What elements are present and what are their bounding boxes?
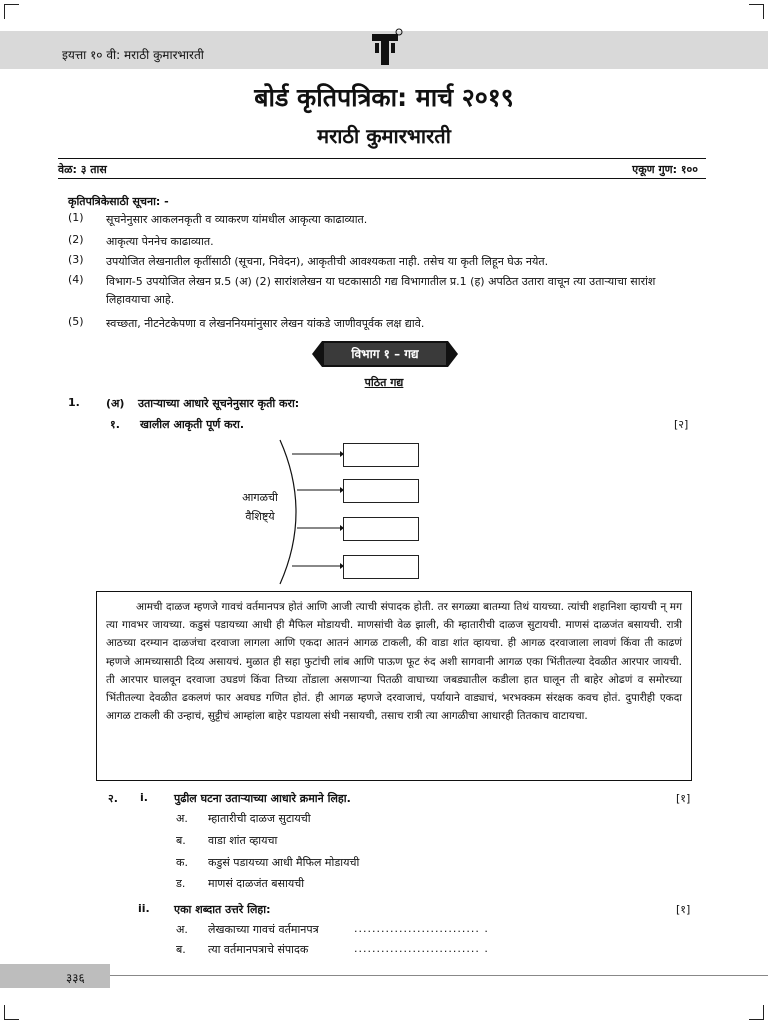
instruction-text: आकृत्या पेननेच काढाव्यात. — [106, 235, 214, 248]
instruction-number: (2) — [68, 233, 84, 246]
option-letter: ड. — [176, 877, 186, 890]
marks-badge: [१] — [676, 792, 691, 805]
option-text: वाडा शांत व्हायचा — [208, 834, 278, 847]
time-label: वेळ: ३ तास — [58, 163, 107, 176]
diagram-center-label — [222, 488, 298, 526]
subquestion-text: पुढील घटना उताऱ्याच्या आधारे क्रमाने लिहा. — [174, 792, 351, 805]
answer-blank[interactable]: ............................ . — [354, 942, 489, 955]
subquestion-label: ii. — [138, 902, 150, 915]
divider — [58, 158, 706, 159]
option-letter: क. — [176, 856, 188, 869]
marks-badge: [२] — [674, 418, 689, 431]
crop-mark — [4, 4, 19, 19]
diagram-label-line: आगळची — [242, 491, 278, 504]
instruction-number: (3) — [68, 253, 84, 266]
option-text: कडुसं पडायच्या आधी मैफिल मोडायची — [208, 856, 360, 869]
total-marks-label: एकूण गुण: १०० — [632, 163, 698, 176]
question-number: २. — [108, 792, 118, 805]
passage-box — [96, 591, 692, 781]
passage-text: आमची दाळज म्हणजे गावचं वर्तमानपत्र होतं आणि आजी त्याची संपादक होती. तर सगळ्या बातम्या तिथं यायच्या. त्यांची शहानिशा व्हायची न् मग त्या गावभर जायच्या. कडुसं पडायच्या आधी ही मैफिल मोडायची. माणसांची वेळ झाली, की म्हातारीची दाळज सुटायची. माणसं दाळजंत बसायची. रात्री आठच्या दरम्यान दाळजंचा दरवाजा लागला आणि एकदा आतनं आगळ टाकली, की वाडा शांत व्हायचा. ही आगळ दरवाजाला लावणं किंवा ती काढणं म्हणजे आमच्यासाठी दिव्य असायचं. मुळात ही सहा फुटांची लांब आणि पाऊण फूट रुंद अशी सागवानी आगळ एका भिंतीतल्या देवळीत आरपार जायची. ती आरपार घालवून दरवाजा उघडणं किंवा तिच्या तोंडाला असणाऱ्या पितळी वाघाच्या जबड्यातील कडीला हात घालून ती बाहेर ओढणं व समोरच्या भिंतीतल्या देवळीत ढकलणं फार अवघड गणित होतं. ही आगळ म्हणजे दरवाजाचं, पर्यायाने वाड्याचं, भरभक्कम संरक्षक कवच होतं. दुपारीही एकदा आगळ टाकली की उन्हाचं, सुट्टीचं आम्हांला बाहेर पडायला संधी नसायची, तसाच रात्री त्या आगळीचा आधारही तितकाच वाटायचा. — [106, 601, 682, 723]
instruction-text: सूचनेनुसार आकलनकृती व व्याकरण यांमधील आकृत्या काढाव्यात. — [106, 213, 368, 226]
instructions-title: कृतिपत्रिकेसाठी सूचना: - — [68, 195, 169, 208]
crop-mark — [749, 1005, 764, 1020]
question-part: (अ) — [106, 397, 125, 410]
divider — [58, 178, 706, 179]
instruction-number: (5) — [68, 315, 84, 328]
passage-type-label: पठित गद्य — [364, 376, 404, 389]
question-instruction: उताऱ्याच्या आधारे सूचनेनुसार कृती करा: — [138, 397, 300, 410]
option-text: म्हातारीची दाळज सुटायची — [208, 812, 311, 825]
footer-band — [0, 964, 110, 988]
instruction-text: उपयोजित लेखनातील कृतींसाठी (सूचना, निवेदन), आकृतीची आवश्यकता नाही. तसेच या कृती लिहून घेऊ नयेत. — [106, 255, 549, 268]
answer-box[interactable] — [343, 443, 419, 467]
option-letter: ब. — [176, 834, 186, 847]
answer-box[interactable] — [343, 555, 419, 579]
footer-divider — [110, 975, 768, 976]
answer-box[interactable] — [343, 517, 419, 541]
option-text: माणसं दाळजंत बसायची — [208, 877, 305, 890]
subquestion-label: i. — [140, 791, 148, 804]
crop-mark — [4, 1005, 19, 1020]
instruction-text: स्वच्छता, नीटनेटकेपणा व लेखननियमांनुसार लेखन यांकडे जाणीवपूर्वक लक्ष द्यावे. — [106, 317, 425, 330]
option-letter: ब. — [176, 943, 186, 956]
answer-blank[interactable]: ............................ . — [354, 922, 489, 935]
crop-mark — [749, 4, 764, 19]
instruction-text: विभाग-5 उपयोजित लेखन प्र.5 (अ) (2) सारांशलेखन या घटकासाठी गद्य विभागातील प्र.1 (ह) अपठित उतारा वाचून त्या उताऱ्याचा सारांश लिहावयाचा आहे. — [106, 275, 656, 306]
section-badge: विभाग १ – गद्य — [322, 341, 448, 367]
question-number: 1. — [68, 396, 80, 409]
subquestion-text: एका शब्दात उत्तरे लिहा: — [174, 903, 271, 916]
instruction-number: (4) — [68, 273, 84, 286]
option-letter: अ. — [176, 812, 188, 825]
option-text: लेखकाच्या गावचं वर्तमानपत्र — [208, 923, 319, 936]
publisher-logo-icon — [369, 28, 403, 68]
page-subtitle: मराठी कुमारभारती — [317, 124, 451, 148]
header-label: इयत्ता १० वी: मराठी कुमारभारती — [62, 48, 204, 62]
subquestion-text: खालील आकृती पूर्ण करा. — [140, 418, 245, 431]
marks-badge: [१] — [676, 903, 691, 916]
subquestion-number: १. — [110, 418, 120, 431]
page-number: ३३६ — [66, 971, 85, 985]
instruction-number: (1) — [68, 211, 84, 224]
page-title: बोर्ड कृतिपत्रिका: मार्च २०१९ — [254, 83, 514, 112]
option-text: त्या वर्तमानपत्राचे संपादक — [208, 943, 309, 956]
diagram-label-line: वैशिष्ट्ये — [245, 510, 275, 523]
option-letter: अ. — [176, 923, 188, 936]
answer-box[interactable] — [343, 479, 419, 503]
